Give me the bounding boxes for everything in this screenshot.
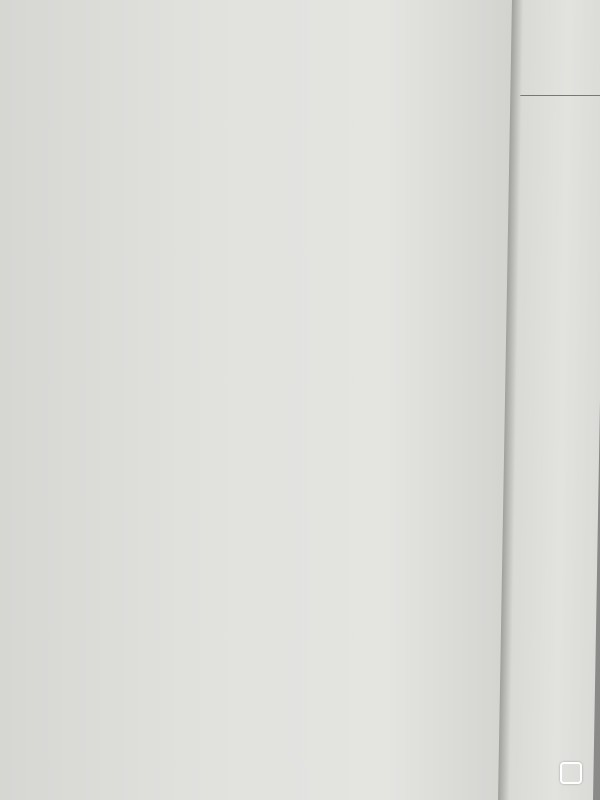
labirint-logo-icon — [560, 762, 582, 784]
divider — [520, 95, 600, 96]
copyright-fragment — [520, 0, 600, 83]
labirint-watermark — [560, 760, 588, 786]
book-page-right — [498, 0, 600, 800]
